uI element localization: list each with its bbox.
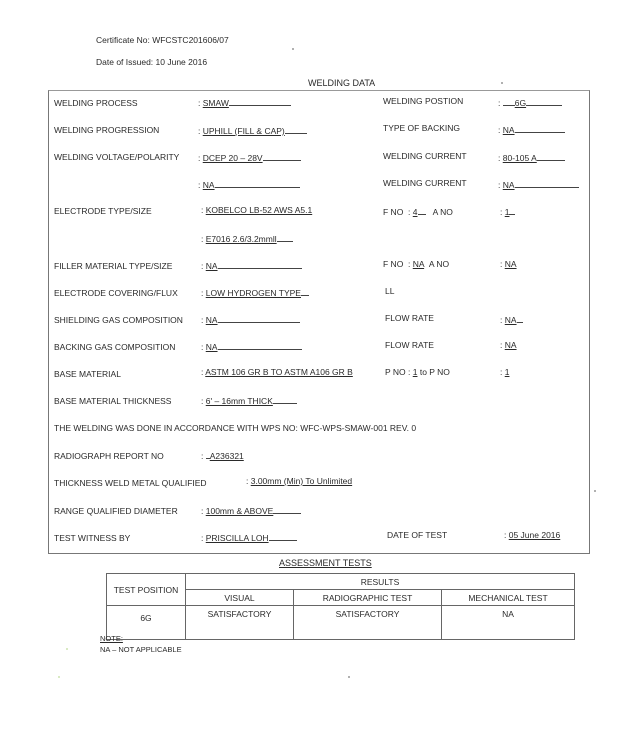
label-welding-current-2: WELDING CURRENT — [383, 178, 467, 188]
label-backing-gas: BACKING GAS COMPOSITION — [54, 342, 176, 352]
label-electrode-type: ELECTRODE TYPE/SIZE — [54, 206, 152, 216]
label-base-thickness: BASE MATERIAL THICKNESS — [54, 396, 172, 406]
certificate-number: Certificate No: WFCSTC201606/07 — [96, 35, 229, 45]
row-mechanical: NA — [442, 606, 575, 640]
label-radiograph: RADIOGRAPH REPORT NO — [54, 451, 164, 461]
scan-speck — [292, 48, 294, 50]
value-welding-current-1: : 80-105 A — [498, 151, 565, 163]
ll-text: LL — [385, 286, 395, 296]
ano-value-2: : NA — [500, 259, 517, 269]
note-text: NA – NOT APPLICABLE — [100, 645, 182, 654]
label-thickness-qualified: THICKNESS WELD METAL QUALIFIED — [54, 478, 207, 488]
value-flow-rate-2: : NA — [500, 340, 517, 350]
fno-row-1: F NO : 4 A NO — [383, 207, 453, 217]
fno-row-2: F NO : NA A NO — [383, 259, 450, 269]
value-electrode-covering: : LOW HYDROGEN TYPE — [201, 286, 309, 298]
scan-speck — [594, 490, 596, 492]
scan-speck — [58, 676, 60, 678]
col-visual: VISUAL — [186, 590, 294, 606]
note-title: NOTE: — [100, 634, 123, 643]
label-base-material: BASE MATERIAL — [54, 369, 121, 379]
wps-statement: THE WELDING WAS DONE IN ACCORDANCE WITH WPS NO: WFC-WPS-SMAW-001 REV. 0 — [54, 423, 417, 433]
label-flow-rate-2: FLOW RATE — [385, 340, 434, 350]
value-electrode-type: : KOBELCO LB-52 AWS A5.1 — [201, 205, 313, 215]
pno-value: : 1 — [500, 367, 510, 377]
label-range-diameter: RANGE QUALIFIED DIAMETER — [54, 506, 178, 516]
date-issued: Date of Issued: 10 June 2016 — [96, 57, 208, 67]
label-flow-rate-1: FLOW RATE — [385, 313, 434, 323]
label-filler-material: FILLER MATERIAL TYPE/SIZE — [54, 261, 173, 271]
value-voltage-polarity: : DCEP 20 – 28V — [198, 151, 301, 163]
label-welding-progression: WELDING PROGRESSION — [54, 125, 160, 135]
value-base-thickness: : 6' – 16mm THICK — [201, 394, 297, 406]
label-electrode-covering: ELECTRODE COVERING/FLUX — [54, 288, 178, 298]
row-position: 6G — [107, 606, 186, 640]
value-range-diameter: : 100mm & ABOVE — [201, 504, 301, 516]
value-base-material: : ASTM 106 GR B TO ASTM A106 GR B — [201, 367, 353, 377]
test-position-header: TEST POSITION — [107, 574, 186, 606]
label-welding-position: WELDING POSTION — [383, 96, 464, 106]
ano-value-1: : 1 — [500, 205, 515, 217]
assessment-title: ASSESSMENT TESTS — [279, 558, 372, 568]
value-thickness-qualified: : 3.00mm (Min) To Unlimited — [246, 476, 353, 486]
label-welding-current-1: WELDING CURRENT — [383, 151, 467, 161]
value-shielding-gas: : NA — [201, 313, 300, 325]
value-welding-position: : 6G — [498, 96, 562, 108]
label-date-of-test: DATE OF TEST — [387, 530, 448, 540]
scan-speck — [66, 648, 68, 650]
value-welding-progression: : UPHILL (FILL & CAP) — [198, 124, 307, 136]
col-radiographic: RADIOGRAPHIC TEST — [294, 590, 442, 606]
pno-row: P NO : 1 to P NO — [385, 367, 450, 377]
value-test-witness: : PRISCILLA LOH — [201, 531, 297, 543]
value-electrode-size: : E7016 2.6/3.2mmll — [201, 232, 293, 244]
value-filler-material: : NA — [201, 259, 302, 271]
row-visual: SATISFACTORY — [186, 606, 294, 640]
results-header: RESULTS — [186, 574, 575, 590]
scan-speck — [501, 82, 503, 84]
scan-speck — [348, 676, 350, 678]
label-shielding-gas: SHIELDING GAS COMPOSITION — [54, 315, 183, 325]
value-polarity-extra: : NA — [198, 178, 300, 190]
label-welding-process: WELDING PROCESS — [54, 98, 138, 108]
value-welding-process: : SMAW — [198, 96, 291, 108]
value-flow-rate-1: : NA — [500, 313, 523, 325]
value-backing-gas: : NA — [201, 340, 302, 352]
assessment-table — [106, 573, 575, 640]
label-voltage-polarity: WELDING VOLTAGE/POLARITY — [54, 152, 180, 162]
label-test-witness: TEST WITNESS BY — [54, 533, 131, 543]
value-radiograph: : A236321 — [201, 451, 244, 461]
value-type-of-backing: : NA — [498, 123, 565, 135]
value-date-of-test: : 05 June 2016 — [504, 530, 561, 540]
value-welding-current-2: : NA — [498, 178, 579, 190]
col-mechanical: MECHANICAL TEST — [442, 590, 575, 606]
label-type-of-backing: TYPE OF BACKING — [383, 123, 460, 133]
section-title: WELDING DATA — [308, 78, 376, 88]
row-radiographic: SATISFACTORY — [294, 606, 442, 640]
